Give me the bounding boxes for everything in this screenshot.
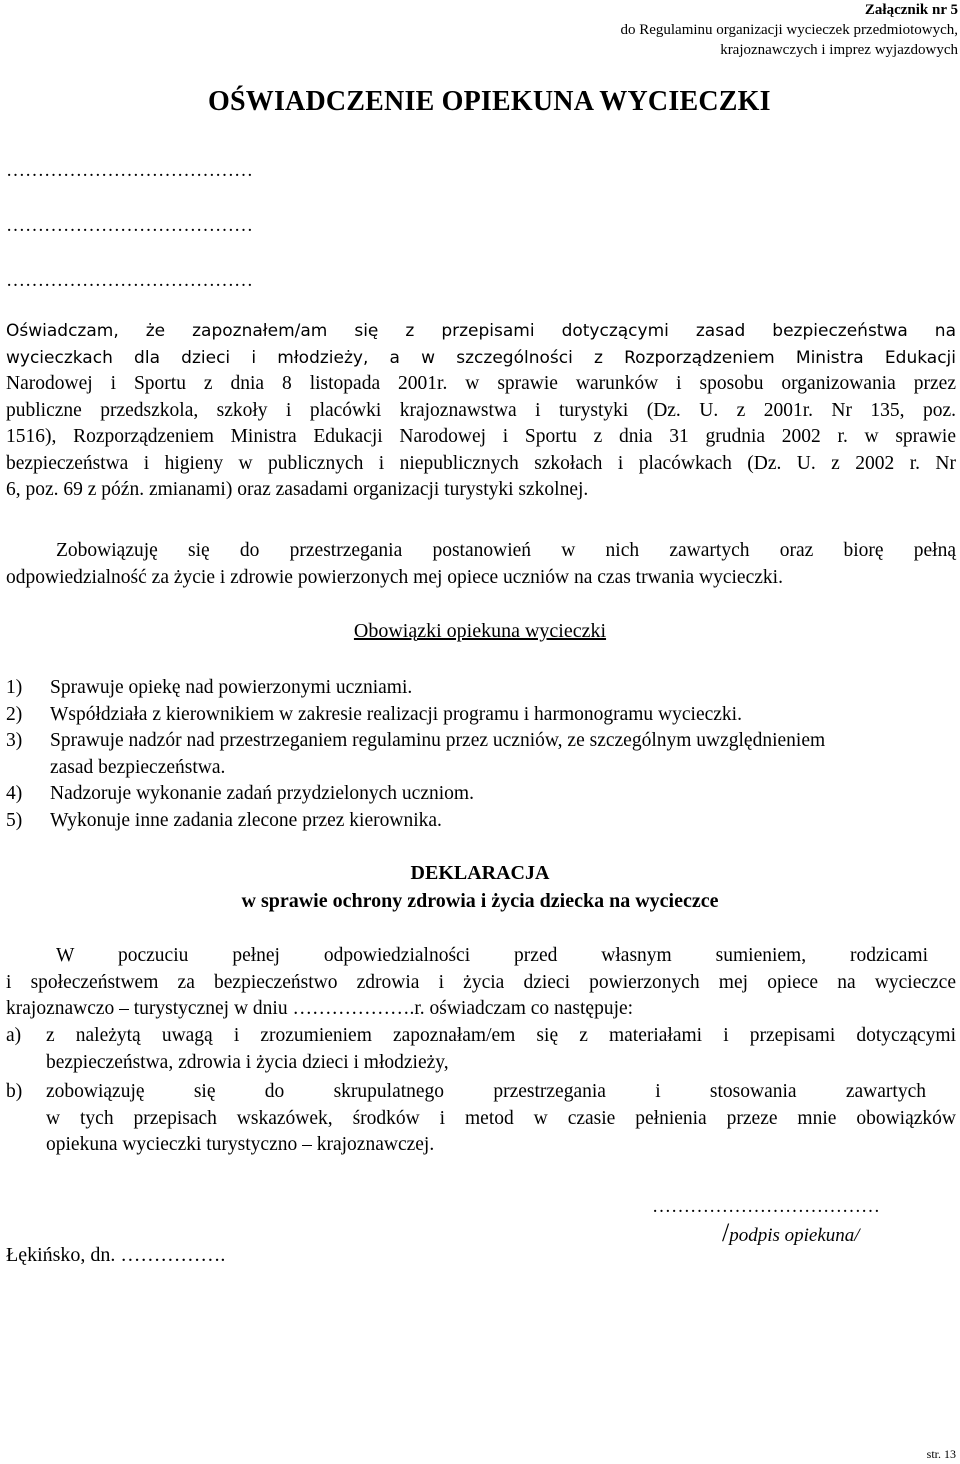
commitment-line: Zobowiązuję się do przestrzegania postanowień w nich zawartych oraz biorę pełną [56,540,956,561]
attachment-number: Załącznik nr 5 [864,2,958,18]
commitment-paragraph [6,538,956,591]
item-line: bezpieczeństwa, zdrowia i życia dzieci i młodzieży, [46,1051,449,1073]
item-line: w tych przepisach wskazówek, środków i metod w czasie pełnienia przeze mnie obowiązków [46,1107,956,1129]
declaration-item-a [6,1023,956,1076]
statement-line: publiczne przedszkola, szkoły i placówki krajoznawstwa i turystyki (Dz. U. z 2001r. Nr 135, poz. [6,399,956,421]
statement-line: 6, poz. 69 z późn. zmianami) oraz zasadami organizacji turystyki szkolnej. [6,479,589,500]
statement-line: 1516), Rozporządzeniem Ministra Edukacji Narodowej i Sportu z dnia 31 grudnia 2002 r. w sprawie [6,426,956,447]
declaration-intro [6,943,956,1023]
statement-line: bezpieczeństwa i higieny w publicznych i niepublicznych szkołach i placówkach (Dz. U. z 2002 r. Nr [6,452,956,474]
list-item: 2) Współdziała z kierownikiem w zakresie realizacji programu i harmonogramu wycieczki. [6,703,742,725]
list-item: 3) Sprawuje nadzór nad przestrzeganiem regulaminu przez uczniów, ze szczególnym uwzględnieniem zasad bezpieczeństwa. [6,730,826,778]
page-title: OŚWIADCZENIE OPIEKUNA WYCIECZKI [208,86,771,117]
blank-line-1: ………………………………… [6,160,253,181]
list-item: 4) Nadzoruje wykonanie zadań przydzielonych uczniom. [6,783,474,804]
declaration-intro-line: i społeczeństwem za bezpieczeństwo zdrowia i życia dzieci powierzonych mej opiece na wycieczce [6,971,956,993]
statement-paragraph [6,318,956,504]
place-date: Łękińsko, dn. ……………. [6,1244,226,1266]
blank-line-2: ………………………………… [6,215,253,236]
statement-line: Narodowej i Sportu z dnia 8 listopada 2001r. w sprawie warunków i sposobu organizowania przez [6,373,956,394]
list-item: 1) Sprawuje opiekę nad powierzonymi uczniami. [6,677,413,698]
item-line: zobowiązuję się do skrupulatnego przestrzegania i stosowania zawartych [46,1081,926,1102]
regulation-line-2: krajoznawczych i imprez wyjazdowych [720,42,958,58]
attachment-header [620,0,958,60]
duties-heading: Obowiązki opiekuna wycieczki [353,620,607,642]
blank-line-3: ………………………………… [6,270,253,291]
declaration-heading: DEKLARACJA [410,862,550,884]
statement-line: wycieczkach dla dzieci i młodzieży, a w szczególności z Rozporządzeniem Ministra Edukacji [6,347,956,368]
statement-line: Oświadczam, że zapoznałem/am się z przepisami dotyczącymi zasad bezpieczeństwa na [6,321,956,341]
declaration-item-b [6,1079,956,1159]
declaration-intro-line: W poczuciu pełnej odpowiedzialności przed własnym sumieniem, rodzicami [56,945,928,966]
item-line: z należytą uwagą i zrozumieniem zapoznałam/em się z materiałami i przepisami dotyczącymi [46,1025,956,1046]
item-line: opiekuna wycieczki turystyczno – krajoznawczej. [46,1134,435,1155]
signature-label: /podpis opiekuna/ [722,1218,860,1247]
item-letter: a) [6,1025,22,1046]
declaration-subheading: w sprawie ochrony zdrowia i życia dziecka na wycieczce [241,890,719,912]
page-number: str. 13 [926,1447,956,1461]
declaration-intro-line: krajoznawczo – turystycznej w dniu ……………….r. oświadczam co następuje: [6,998,634,1019]
signature-dots: ……………………………… [652,1196,880,1217]
item-letter: b) [6,1081,23,1102]
duties-list [6,675,956,834]
regulation-line-1: do Regulaminu organizacji wycieczek przedmiotowych, [620,22,958,38]
commitment-line: odpowiedzialność za życie i zdrowie powierzonych mej opiece uczniów na czas trwania wycieczki. [6,566,783,588]
list-item: 5) Wykonuje inne zadania zlecone przez kierownika. [6,809,442,831]
